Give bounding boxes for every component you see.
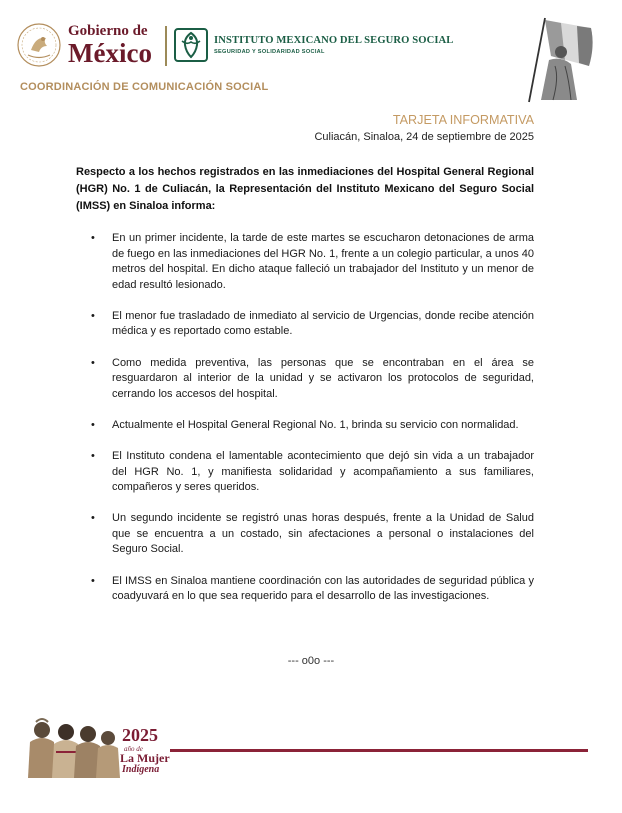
logo-divider	[165, 26, 167, 66]
bullet-icon: •	[91, 449, 95, 462]
list-item	[91, 418, 534, 434]
imss-slogan: SEGURIDAD Y SOLIDARIDAD SOCIAL	[214, 48, 325, 55]
list-item	[91, 309, 534, 340]
mexico-seal-icon	[16, 22, 62, 68]
list-item-text: En un primer incidente, la tarde de este martes se escucharon detonaciones de arma de fuego en las inmediaciones del HGR No. 1, frente a un colegio particular, a unos 40 metros del hospital. En dicho ataque falleció un trabajador del Instituto y un menor de edad resultó lesionado.	[112, 232, 534, 291]
flag-figure-illustration	[511, 16, 603, 104]
list-item-text: El menor fue trasladado de inmediato al servicio de Urgencias, donde recibe atención médica y es reportado como estable.	[112, 309, 534, 338]
list-item	[91, 356, 534, 403]
imss-logo-icon	[174, 28, 208, 62]
footer-divider	[170, 749, 588, 752]
list-item	[91, 574, 534, 605]
bullet-icon: •	[91, 574, 95, 587]
closing-mark: --- o0o ---	[287, 655, 335, 667]
imss-logo	[214, 36, 453, 55]
bullet-icon: •	[91, 232, 95, 244]
list-item-text: Como medida preventiva, las personas que se encontraban en el área se resguardaron al interior de la unidad y se activaron los protocolos de seguridad, cerrando los accesos del hospital.	[112, 356, 534, 400]
footer-anio-de: año de	[124, 745, 143, 753]
imss-name: INSTITUTO MEXICANO DEL SEGURO SOCIAL	[214, 35, 454, 46]
document-type: TARJETA INFORMATIVA	[392, 113, 534, 127]
gobierno-de-mexico-logo	[68, 24, 152, 67]
mexico-label: México	[68, 38, 152, 68]
bullet-icon: •	[91, 356, 95, 369]
gobierno-label: Gobierno de	[68, 23, 148, 39]
list-item	[91, 231, 534, 293]
footer-la-mujer: La Mujer	[120, 751, 170, 765]
bullet-icon: •	[91, 512, 95, 525]
bullet-icon: •	[91, 309, 95, 322]
bullet-icon: •	[91, 418, 95, 431]
coordinacion-title: COORDINACIÓN DE COMUNICACIÓN SOCIAL	[20, 81, 269, 93]
header-logos	[14, 22, 454, 70]
list-item	[91, 449, 534, 496]
list-item-text: El IMSS en Sinaloa mantiene coordinación con las autoridades de seguridad pública y coadyuvará en lo que sea requerido para el desarrollo de las investigaciones.	[112, 574, 534, 603]
list-item-text: El Instituto condena el lamentable acontecimiento que dejó sin vida a un trabajador del HGR No. 1, y manifiesta solidaridad y acompañamiento a sus familiares, compañeros y seres queridos.	[112, 449, 534, 494]
indigenous-women-illustration	[24, 708, 120, 780]
list-item	[91, 511, 534, 558]
intro-paragraph: Respecto a los hechos registrados en las inmediaciones del Hospital General Regional (HGR) No. 1 de Culiacán, la Representación del Instituto Mexicano del Seguro Social (IMSS) en Sinaloa informa:	[76, 166, 534, 212]
footer-indigena: Indígena	[122, 764, 160, 775]
bullet-list	[91, 231, 534, 620]
footer-year: 2025	[122, 725, 158, 745]
document-date: Culiacán, Sinaloa, 24 de septiembre de 2025	[314, 131, 534, 143]
list-item-text: Actualmente el Hospital General Regional No. 1, brinda su servicio con normalidad.	[112, 418, 519, 431]
list-item-text: Un segundo incidente se registró unas horas después, frente a la Unidad de Salud que se encuentra a un costado, sin afectaciones a personal o instalaciones del Seguro Social.	[112, 512, 534, 556]
